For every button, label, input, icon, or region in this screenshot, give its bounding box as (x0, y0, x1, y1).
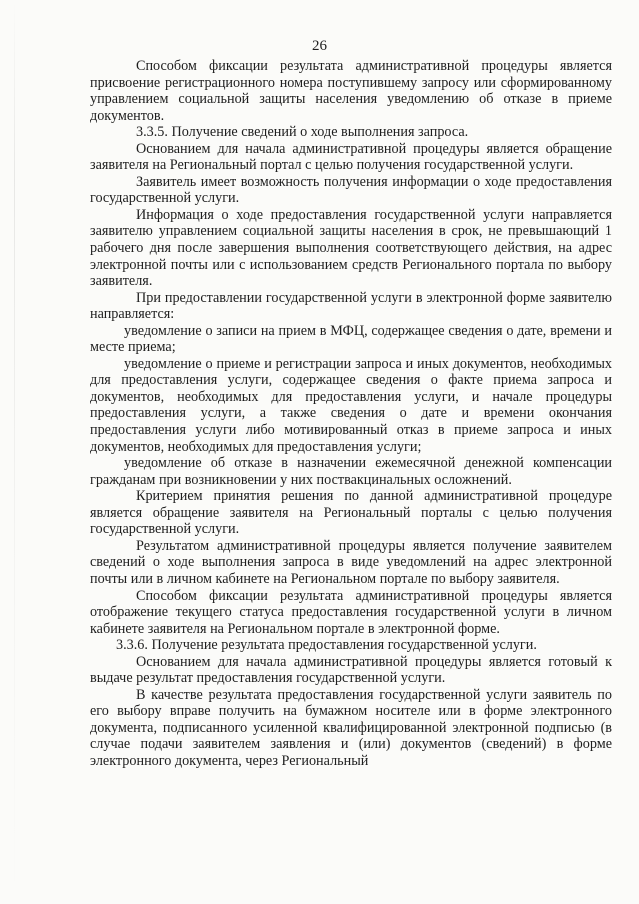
document-body (90, 58, 612, 770)
paragraph: Способом фиксации результата административной процедуры является присвоение регистрационного номера поступившему запросу или сформированному управлением социальной защиты населения уведомлению об отказе в приеме документов. (90, 58, 612, 124)
paragraph: Информация о ходе предоставления государственной услуги направляется заявителю управлением социальной защиты населения в срок, не превышающий 1 рабочего дня после завершения выполнения соответствующего действия, на адрес электронной почты или с использованием средств Регионального портала по выбору заявителя. (90, 206, 612, 290)
paragraph: уведомление о приеме и регистрации запроса и иных документов, необходимых для предоставления услуги, содержащее сведения о факте приема запроса и документов, необходимых для предоставления услуги, и начале процедуры предоставления услуги, а также сведения о дате и времени окончания предоставления услуги либо мотивированный отказ в приеме запроса и иных документов, необходимых для предоставления услуги; (90, 355, 612, 455)
paragraph: Основанием для начала административной процедуры является готовый к выдаче результат предоставления государственной услуги. (90, 653, 612, 687)
paragraph: Результатом административной процедуры является получение заявителем сведений о ходе выполнения запроса в виде уведомлений на адрес электронной почты или в личном кабинете на Региональном портале по выбору заявителя. (90, 537, 612, 587)
paragraph: уведомление об отказе в назначении ежемесячной денежной компенсации гражданам при возникновении у них поствакцинальных осложнений. (90, 455, 612, 488)
paragraph: При предоставлении государственной услуги в электронной форме заявителю направляется: (90, 289, 612, 323)
paragraph: Критерием принятия решения по данной административной процедуре является обращение заявителя на Региональный порталы с целью получения государственной услуги. (90, 488, 612, 538)
section-heading: 3.3.6. Получение результата предоставления государственной услуги. (116, 637, 537, 654)
paragraph: Заявитель имеет возможность получения информации о ходе предоставления государственной услуги. (90, 173, 612, 207)
paragraph: Основанием для начала административной процедуры является обращение заявителя на Региональный портал с целью получения государственной услуги. (90, 140, 612, 174)
paragraph: Способом фиксации результата административной процедуры является отображение текущего статуса предоставления государственной услуги в личном кабинете заявителя на Региональном портале в электронной форме. (90, 587, 612, 637)
paragraph: уведомление о записи на прием в МФЦ, содержащее сведения о дате, времени и месте приема; (90, 322, 612, 356)
scan-edge-line (14, 0, 15, 904)
section-heading: 3.3.5. Получение сведений о ходе выполнения запроса. (136, 124, 469, 141)
page-number: 26 (312, 38, 327, 54)
paragraph: В качестве результата предоставления государственной услуги заявитель по его выбору вправе получить на бумажном носителе или в форме электронного документа, подписанного усиленной квалифицированной электронной подписью (в случае подачи заявителем заявления и (или) документов (сведений) в форме электронного документа, через Региональный (90, 686, 612, 769)
